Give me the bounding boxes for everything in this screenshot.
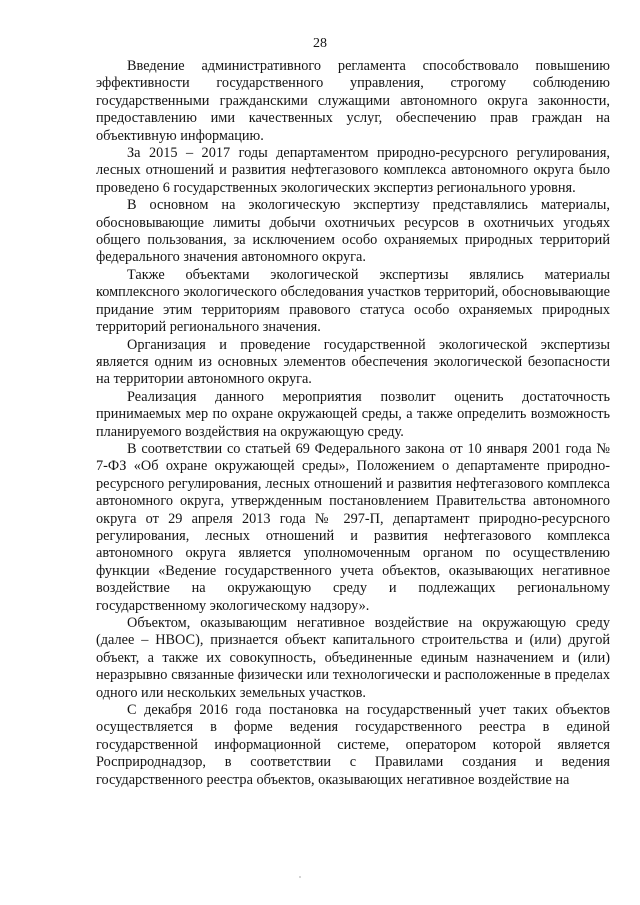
page-number: 28 [313, 36, 327, 51]
paragraph-nvos-definition: Объектом, оказывающим негативное воздействие на окружающую среду (далее – НВОС), признается объект капитального строительства и (или) другой объект, а также их совокупность, объединенные единым назначением и (или) неразрывно связанные физически или технологически и расположенные в пределах одного или нескольких земельных участков. [96, 615, 610, 701]
paragraph-federal-law: В соответствии со статьей 69 Федерального закона от 10 января 2001 года № 7-ФЗ «Об охране окружающей среды», Положением о департаменте природно-ресурсного регулирования, лесных отношений и развития нефтегазового комплекса автономного округа, утвержденным постановлением Правительства автономного округа от 29 апреля 2013 года № 297-П, департамент природно-ресурсного регулирования, лесных отношений и развития нефтегазового комплекса автономного округа является уполномоченным органом по осуществлению функции «Ведение государственного учета объектов, оказывающих негативное воздействие на окружающую среду и подлежащих региональному государственному экологическому надзору». [96, 440, 610, 614]
scan-artifact-dot [299, 876, 301, 878]
body-text [96, 58, 610, 789]
paragraph-state-register: С декабря 2016 года постановка на государственный учет таких объектов осуществляется в форме ведения государственного реестра в единой государственной информационной системе, оператором которой является Росприроднадзор, в соответствии с Правилами создания и ведения государственного реестра объектов, оказывающих негативное воздействие на [96, 702, 610, 788]
paragraph-expertise-count: За 2015 – 2017 годы департаментом природно-ресурсного регулирования, лесных отношений и развития нефтегазового комплекса автономного округа было проведено 6 государственных экологических экспертиз регионального уровня. [96, 145, 610, 196]
paragraph-regulation-effect: Введение административного регламента способствовало повышению эффективности государственного управления, строгому соблюдению государственными гражданскими служащими автономного округа законности, предоставлению ими качественных услуг, обеспечению прав граждан на объективную информацию. [96, 58, 610, 144]
paragraph-hunting-limits: В основном на экологическую экспертизу представлялись материалы, обосновывающие лимиты добычи охотничьих ресурсов в охотничьих угодьях общего пользования, за исключением особо охраняемых природных территорий федерального значения автономного округа. [96, 197, 610, 266]
paragraph-impact-assessment: Реализация данного мероприятия позволит оценить достаточность принимаемых мер по охране окружающей среды, а также определить возможность планируемого воздействия на окружающую среду. [96, 388, 610, 440]
paragraph-ecological-safety: Организация и проведение государственной экологической экспертизы является одним из основных элементов обеспечения экологической безопасности на территории автономного округа. [96, 336, 610, 388]
paragraph-protected-territories: Также объектами экологической экспертизы являлись материалы комплексного экологического обследования участков территорий, обосновывающие придание этим территориям правового статуса особо охраняемых природных территорий регионального значения. [96, 266, 610, 336]
